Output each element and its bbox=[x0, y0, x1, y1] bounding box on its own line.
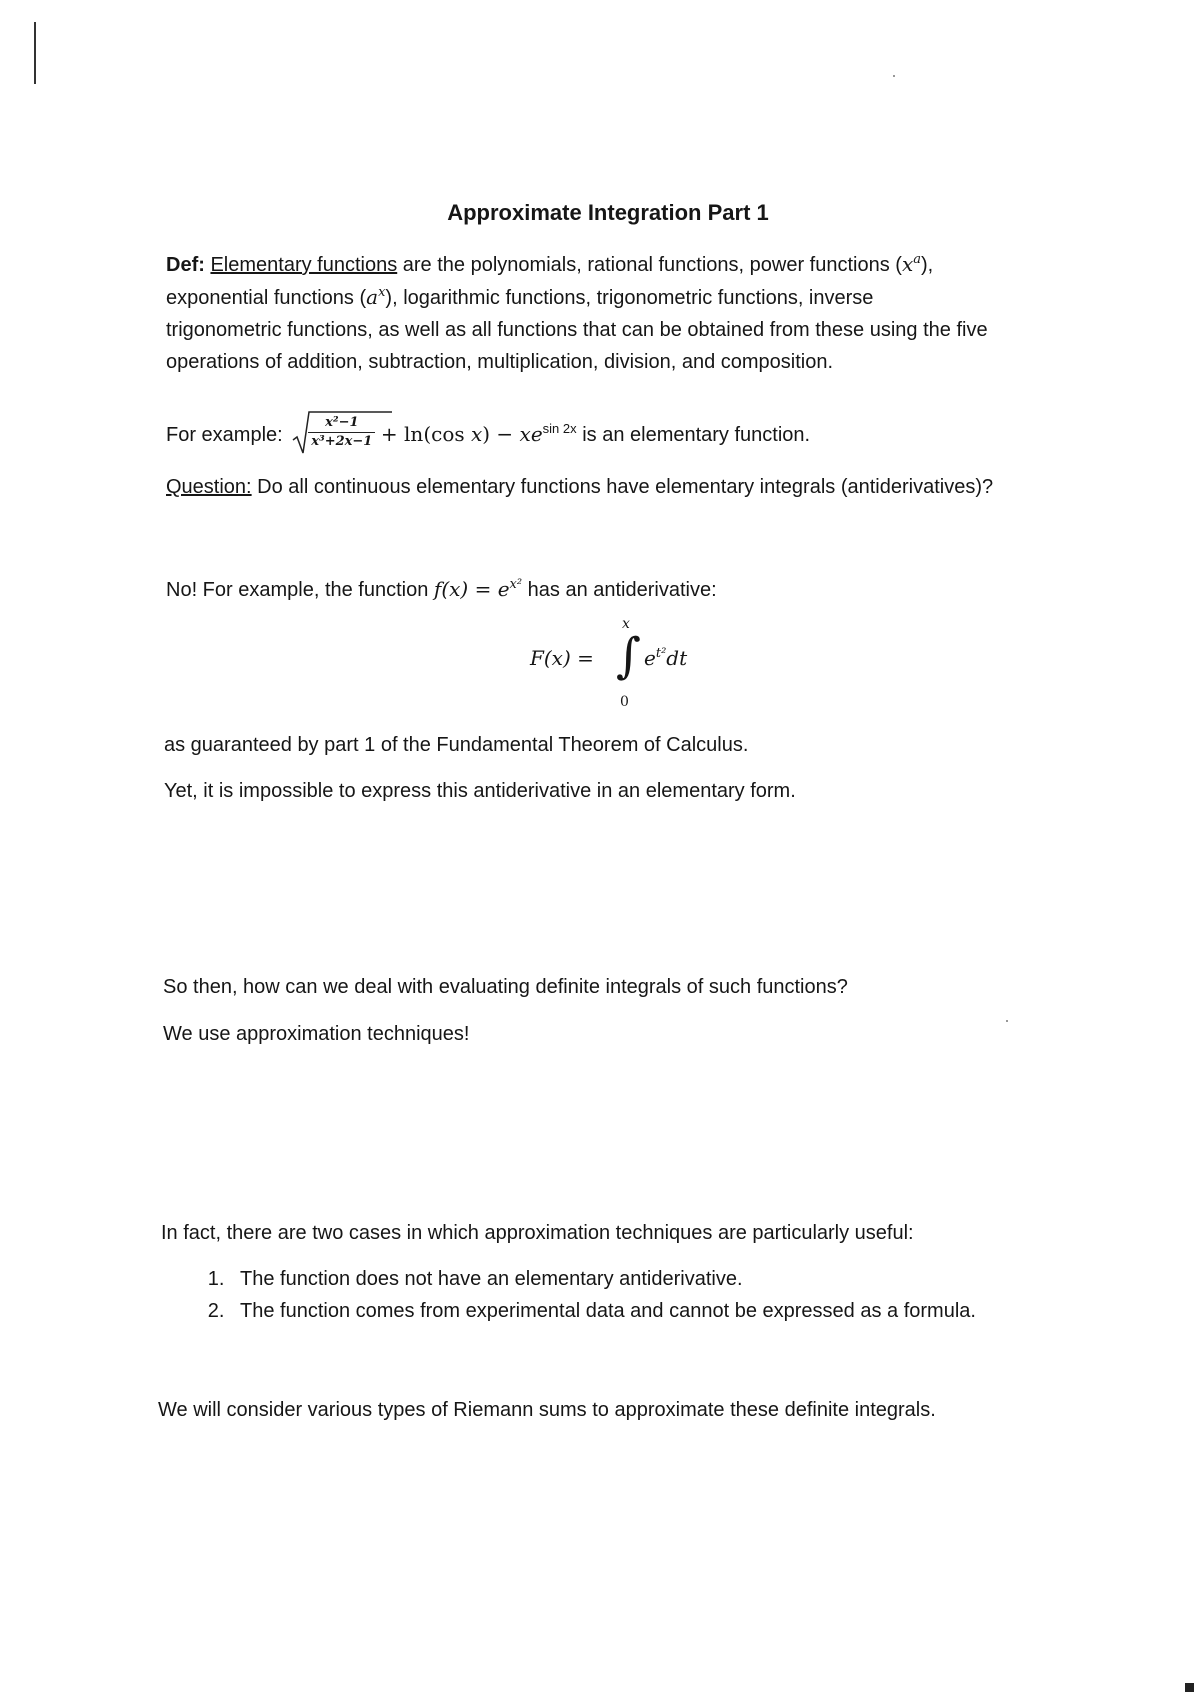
integral-sign-icon: ∫ bbox=[616, 628, 642, 684]
power-exponent: a bbox=[913, 252, 921, 267]
e-base: e bbox=[497, 577, 510, 601]
f-of-x: f(x) bbox=[433, 577, 469, 601]
integral-lower-limit: 0 bbox=[620, 694, 629, 710]
radical-fraction bbox=[292, 410, 375, 461]
question-text: Do all continuous elementary functions have elementary integrals (antiderivatives)? bbox=[251, 476, 994, 498]
speck bbox=[893, 75, 895, 77]
def-text-5: trigonometric functions, as well as all functions that can be obtained from these using the five bbox=[166, 319, 988, 341]
def-label: Def: bbox=[166, 254, 205, 276]
def-text-6: operations of addition, subtraction, multiplication, division, and composition. bbox=[166, 351, 834, 373]
example-suffix: is an elementary function. bbox=[576, 423, 811, 446]
no-example-prefix: No! For example, the function bbox=[166, 579, 434, 601]
example-line bbox=[166, 410, 810, 461]
integrand-dt: dt bbox=[666, 646, 688, 670]
no-example-line bbox=[166, 574, 717, 605]
riemann-line: We will consider various types of Riemann sums to approximate these definite integrals. bbox=[158, 1399, 936, 1421]
def-term: Elementary functions bbox=[210, 254, 398, 276]
integral-lhs: F(x) = bbox=[530, 646, 594, 670]
example-xe: xe bbox=[519, 421, 543, 446]
equals-sign: = bbox=[468, 577, 498, 601]
example-x: x bbox=[470, 421, 483, 446]
in-fact-line: In fact, there are two cases in which approximation techniques are particularly useful: bbox=[161, 1222, 914, 1244]
definition-paragraph bbox=[166, 248, 1046, 378]
e-exponent: x² bbox=[509, 577, 523, 592]
question-line bbox=[166, 472, 993, 502]
no-example-suffix: has an antiderivative: bbox=[522, 579, 717, 601]
speck bbox=[1006, 1020, 1008, 1022]
question-label: Question: bbox=[166, 476, 252, 498]
fraction-numerator: x²−1 bbox=[308, 414, 375, 433]
square-root-icon bbox=[292, 410, 392, 456]
fraction-denominator: x³+2x−1 bbox=[311, 434, 373, 449]
cases-list bbox=[190, 1263, 1090, 1327]
so-then-line: So then, how can we deal with evaluating definite integrals of such functions? bbox=[163, 976, 848, 998]
power-base: x bbox=[901, 252, 914, 276]
example-ln-part: + ln(cos bbox=[380, 421, 471, 446]
case-item-1: 1. The function does not have an elementary antiderivative. bbox=[230, 1263, 1090, 1295]
integrand-exponent: t² bbox=[655, 646, 667, 661]
integral-upper-limit: x bbox=[622, 616, 630, 632]
def-text-2: ), bbox=[920, 254, 934, 276]
margin-pen-mark bbox=[34, 22, 36, 84]
def-text-1: are the polynomials, rational functions, power functions ( bbox=[397, 254, 902, 276]
def-text-4: ), logarithmic functions, trigonometric functions, inverse bbox=[385, 287, 874, 309]
exp-exponent: x bbox=[378, 285, 386, 300]
corner-scan-mark bbox=[1185, 1683, 1194, 1692]
guarantee-line: as guaranteed by part 1 of the Fundamental Theorem of Calculus. bbox=[164, 734, 749, 756]
integrand-base: e bbox=[644, 646, 656, 670]
impossible-line: Yet, it is impossible to express this antiderivative in an elementary form. bbox=[164, 780, 796, 802]
case-item-2: 2. The function comes from experimental data and cannot be expressed as a formula. bbox=[230, 1295, 1090, 1327]
integrand bbox=[644, 646, 687, 670]
example-close-minus: ) − bbox=[482, 421, 520, 446]
def-text-3: exponential functions ( bbox=[166, 287, 367, 309]
example-label: For example: bbox=[166, 423, 283, 446]
page-title: Approximate Integration Part 1 bbox=[447, 200, 769, 225]
example-exponent: sin 2x bbox=[542, 420, 577, 436]
we-use-line: We use approximation techniques! bbox=[163, 1023, 470, 1045]
integral-formula bbox=[530, 616, 730, 710]
exp-base: a bbox=[366, 285, 379, 309]
